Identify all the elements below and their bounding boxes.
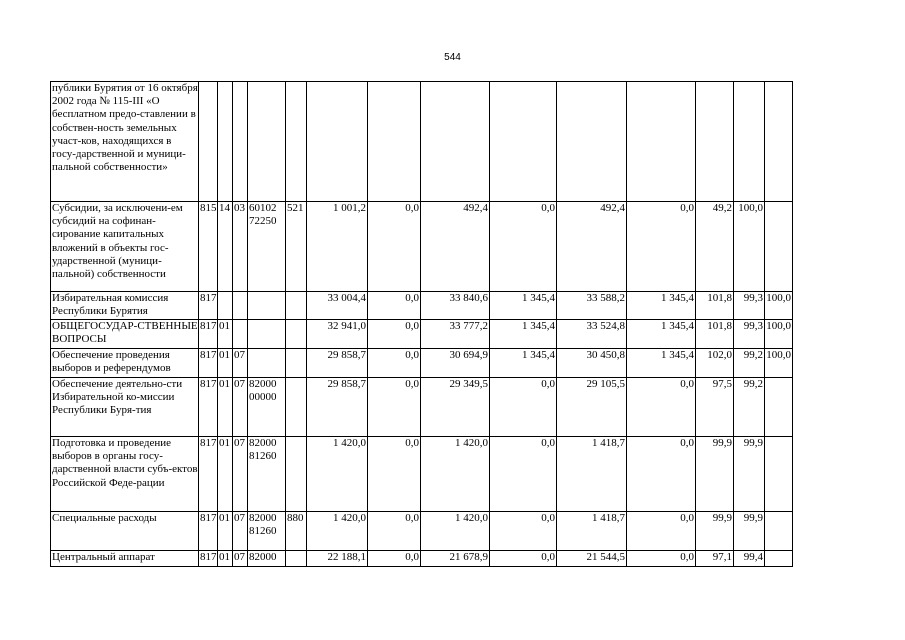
plan-total-cell: 1 420,0	[421, 437, 490, 512]
executed-total-cell: 33 524,8	[557, 320, 627, 349]
admin-code-cell: 817	[199, 320, 218, 349]
executed-federal-cell	[627, 82, 696, 202]
subsection-code-cell: 07	[233, 437, 248, 512]
subsection-code-cell	[233, 292, 248, 320]
subsection-code-cell: 03	[233, 202, 248, 292]
page-number: 544	[444, 52, 461, 63]
executed-total-cell: 492,4	[557, 202, 627, 292]
section-code-cell	[218, 292, 233, 320]
section-code-cell: 01	[218, 437, 233, 512]
approved-total-cell: 1 001,2	[307, 202, 368, 292]
expense-type-cell	[286, 378, 307, 437]
percent-plan-cell: 100,0	[734, 202, 765, 292]
plan-total-cell: 33 777,2	[421, 320, 490, 349]
approved-federal-cell: 0,0	[368, 437, 421, 512]
table-row	[51, 292, 793, 320]
percent-approved-cell: 101,8	[696, 292, 734, 320]
row-name-cell: Субсидии, за исключени-ем субсидий на софинан-сирование капитальных вложений в объекты гос-ударственной (муници-пальной) собственности	[51, 202, 199, 292]
expense-type-cell	[286, 82, 307, 202]
percent-plan-cell	[734, 82, 765, 202]
table-row	[51, 82, 793, 202]
expense-type-cell: 521	[286, 202, 307, 292]
executed-total-cell: 30 450,8	[557, 349, 627, 378]
target-article-cell	[248, 349, 286, 378]
subsection-code-cell	[233, 82, 248, 202]
admin-code-cell: 817	[199, 378, 218, 437]
admin-code-cell: 817	[199, 349, 218, 378]
section-code-cell: 01	[218, 378, 233, 437]
section-code-cell: 14	[218, 202, 233, 292]
executed-federal-cell: 1 345,4	[627, 349, 696, 378]
approved-federal-cell: 0,0	[368, 378, 421, 437]
expense-type-cell	[286, 551, 307, 567]
table-row	[51, 437, 793, 512]
approved-federal-cell: 0,0	[368, 551, 421, 567]
percent-approved-cell: 97,1	[696, 551, 734, 567]
table-row	[51, 320, 793, 349]
subsection-code-cell: 07	[233, 349, 248, 378]
section-code-cell: 01	[218, 512, 233, 551]
percent-federal-cell	[765, 378, 793, 437]
section-code-cell: 01	[218, 551, 233, 567]
percent-federal-cell	[765, 512, 793, 551]
target-article-cell: 82000 00000	[248, 378, 286, 437]
plan-total-cell: 492,4	[421, 202, 490, 292]
row-name-cell: публики Бурятия от 16 октября 2002 года № 115-III «О бесплатном предо-ставлении в собствен-ность земельных участ-ков, находящихся в госу-дарственной и муници-пальной собственности»	[51, 82, 199, 202]
executed-federal-cell: 1 345,4	[627, 320, 696, 349]
percent-approved-cell: 97,5	[696, 378, 734, 437]
table-row	[51, 551, 793, 567]
subsection-code-cell: 07	[233, 512, 248, 551]
percent-plan-cell: 99,2	[734, 349, 765, 378]
row-name-cell: Специальные расходы	[51, 512, 199, 551]
plan-federal-cell: 0,0	[490, 378, 557, 437]
percent-plan-cell: 99,3	[734, 320, 765, 349]
percent-plan-cell: 99,9	[734, 512, 765, 551]
executed-total-cell: 29 105,5	[557, 378, 627, 437]
approved-total-cell	[307, 82, 368, 202]
row-name-cell: Обеспечение деятельно-сти Избирательной ко-миссии Республики Буря-тия	[51, 378, 199, 437]
row-name-cell: Подготовка и проведение выборов в органы госу-дарственной власти субъ-ектов Российской Феде-рации	[51, 437, 199, 512]
percent-federal-cell	[765, 551, 793, 567]
subsection-code-cell	[233, 320, 248, 349]
executed-total-cell: 1 418,7	[557, 437, 627, 512]
executed-federal-cell: 0,0	[627, 202, 696, 292]
admin-code-cell	[199, 82, 218, 202]
row-name-cell: Центральный аппарат	[51, 551, 199, 567]
percent-plan-cell: 99,9	[734, 437, 765, 512]
expense-type-cell: 880	[286, 512, 307, 551]
executed-total-cell: 21 544,5	[557, 551, 627, 567]
approved-total-cell: 1 420,0	[307, 512, 368, 551]
section-code-cell	[218, 82, 233, 202]
percent-federal-cell	[765, 437, 793, 512]
section-code-cell: 01	[218, 320, 233, 349]
executed-federal-cell: 0,0	[627, 551, 696, 567]
plan-federal-cell: 0,0	[490, 512, 557, 551]
approved-total-cell: 29 858,7	[307, 378, 368, 437]
percent-approved-cell	[696, 82, 734, 202]
expense-type-cell	[286, 292, 307, 320]
target-article-cell: 60102 72250	[248, 202, 286, 292]
approved-federal-cell: 0,0	[368, 512, 421, 551]
percent-plan-cell: 99,3	[734, 292, 765, 320]
approved-total-cell: 32 941,0	[307, 320, 368, 349]
plan-federal-cell: 0,0	[490, 551, 557, 567]
approved-federal-cell: 0,0	[368, 320, 421, 349]
percent-federal-cell: 100,0	[765, 292, 793, 320]
executed-total-cell: 1 418,7	[557, 512, 627, 551]
percent-federal-cell	[765, 202, 793, 292]
percent-approved-cell: 49,2	[696, 202, 734, 292]
table-row	[51, 349, 793, 378]
target-article-cell: 82000 81260	[248, 512, 286, 551]
percent-approved-cell: 99,9	[696, 437, 734, 512]
percent-federal-cell: 100,0	[765, 320, 793, 349]
admin-code-cell: 815	[199, 202, 218, 292]
table-row	[51, 202, 793, 292]
executed-federal-cell: 0,0	[627, 512, 696, 551]
approved-total-cell: 22 188,1	[307, 551, 368, 567]
approved-total-cell: 29 858,7	[307, 349, 368, 378]
target-article-cell	[248, 82, 286, 202]
plan-total-cell: 33 840,6	[421, 292, 490, 320]
plan-total-cell: 29 349,5	[421, 378, 490, 437]
budget-table	[50, 81, 793, 567]
plan-federal-cell: 1 345,4	[490, 292, 557, 320]
subsection-code-cell: 07	[233, 378, 248, 437]
plan-total-cell: 1 420,0	[421, 512, 490, 551]
plan-total-cell: 30 694,9	[421, 349, 490, 378]
approved-federal-cell: 0,0	[368, 349, 421, 378]
target-article-cell: 82000	[248, 551, 286, 567]
expense-type-cell	[286, 349, 307, 378]
executed-federal-cell: 1 345,4	[627, 292, 696, 320]
percent-approved-cell: 102,0	[696, 349, 734, 378]
executed-total-cell: 33 588,2	[557, 292, 627, 320]
admin-code-cell: 817	[199, 551, 218, 567]
target-article-cell: 82000 81260	[248, 437, 286, 512]
table-row	[51, 378, 793, 437]
plan-federal-cell: 1 345,4	[490, 320, 557, 349]
admin-code-cell: 817	[199, 292, 218, 320]
plan-total-cell: 21 678,9	[421, 551, 490, 567]
expense-type-cell	[286, 320, 307, 349]
percent-approved-cell: 101,8	[696, 320, 734, 349]
plan-federal-cell: 1 345,4	[490, 349, 557, 378]
percent-federal-cell	[765, 82, 793, 202]
table-row	[51, 512, 793, 551]
plan-federal-cell: 0,0	[490, 202, 557, 292]
percent-approved-cell: 99,9	[696, 512, 734, 551]
executed-federal-cell: 0,0	[627, 378, 696, 437]
percent-plan-cell: 99,2	[734, 378, 765, 437]
row-name-cell: Обеспечение проведения выборов и референдумов	[51, 349, 199, 378]
approved-federal-cell: 0,0	[368, 292, 421, 320]
percent-federal-cell: 100,0	[765, 349, 793, 378]
subsection-code-cell: 07	[233, 551, 248, 567]
plan-total-cell	[421, 82, 490, 202]
admin-code-cell: 817	[199, 512, 218, 551]
executed-federal-cell: 0,0	[627, 437, 696, 512]
plan-federal-cell: 0,0	[490, 437, 557, 512]
section-code-cell: 01	[218, 349, 233, 378]
expense-type-cell	[286, 437, 307, 512]
admin-code-cell: 817	[199, 437, 218, 512]
percent-plan-cell: 99,4	[734, 551, 765, 567]
executed-total-cell	[557, 82, 627, 202]
row-name-cell: ОБЩЕГОСУДАР-СТВЕННЫЕ ВОПРОСЫ	[51, 320, 199, 349]
approved-total-cell: 33 004,4	[307, 292, 368, 320]
approved-federal-cell: 0,0	[368, 202, 421, 292]
target-article-cell	[248, 292, 286, 320]
target-article-cell	[248, 320, 286, 349]
row-name-cell: Избирательная комиссия Республики Бурятия	[51, 292, 199, 320]
approved-federal-cell	[368, 82, 421, 202]
plan-federal-cell	[490, 82, 557, 202]
approved-total-cell: 1 420,0	[307, 437, 368, 512]
